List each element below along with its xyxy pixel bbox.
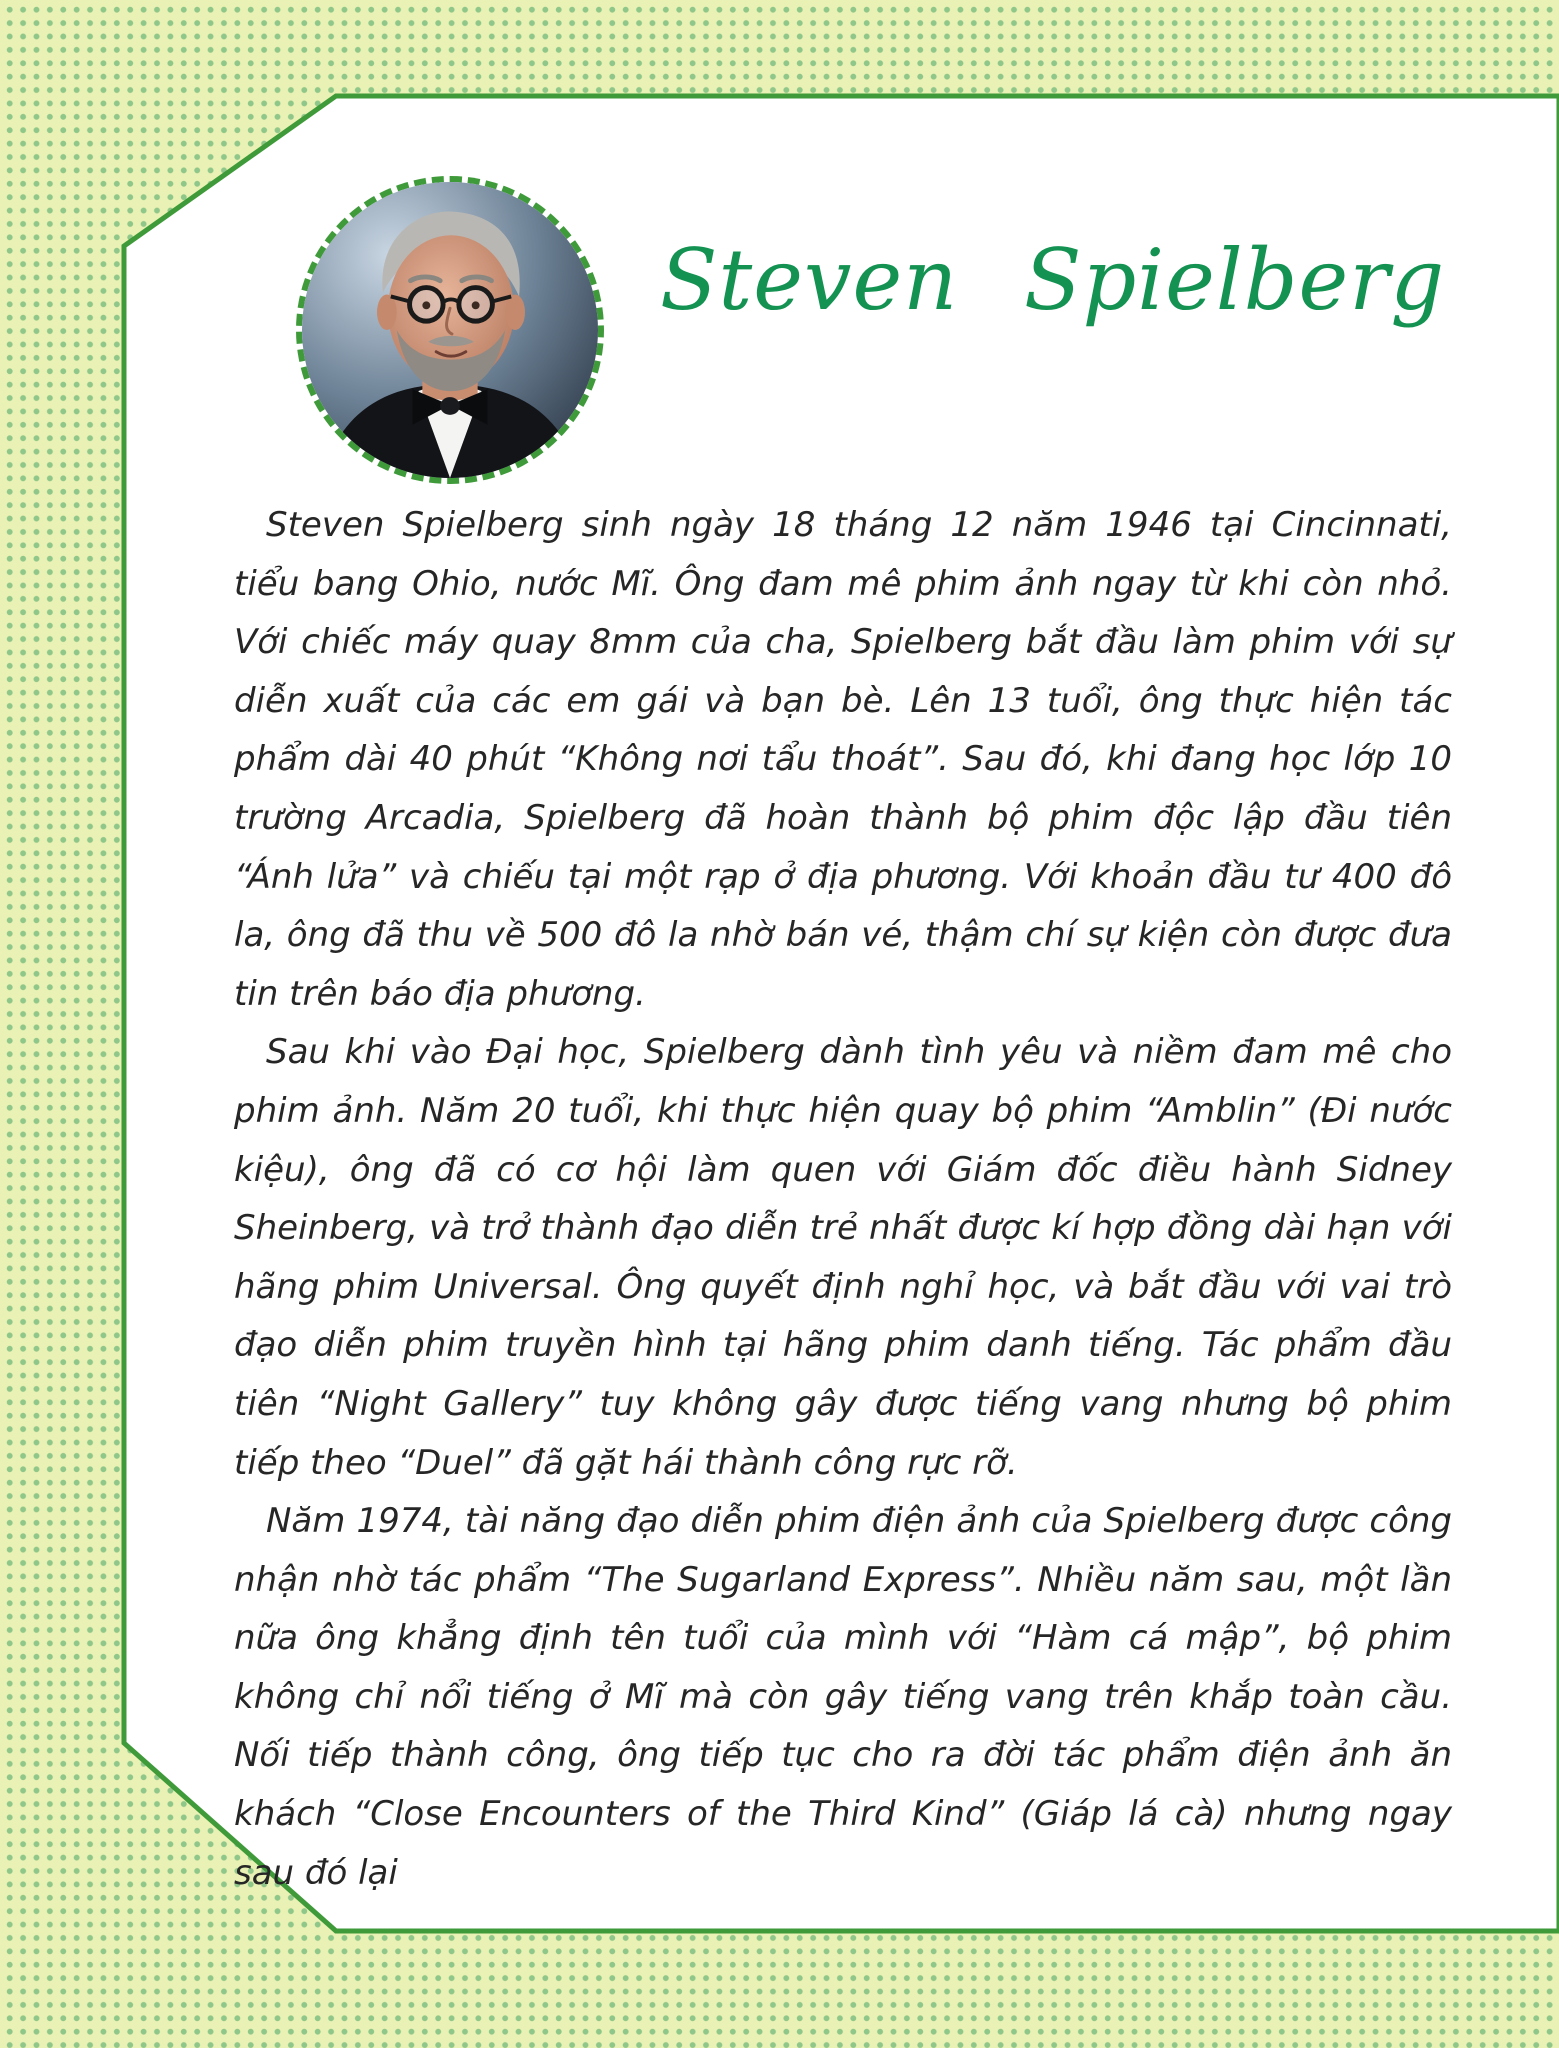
paragraph: Steven Spielberg sinh ngày 18 tháng 12 năm 1946 tại Cincinnati, tiểu bang Ohio, nước Mĩ. Ông đam mê phim ảnh ngay từ khi còn nhỏ. Với chiếc máy quay 8mm của cha, Spielberg bắt đầu làm phim với sự diễn xuất của các em gái và bạn bè. Lên 13 tuổi, ông thực hiện tác phẩm dài 40 phút “Không nơi tẩu thoát”. Sau đó, khi đang học lớp 10 trường Arcadia, Spielberg đã hoàn thành bộ phim độc lập đầu tiên “Ánh lửa” và chiếu tại một rạp ở địa phương. Với khoản đầu tư 400 đô la, ông đã thu về 500 đô la nhờ bán vé, thậm chí sự kiện còn được đưa tin trên báo địa phương. [234,505,1452,1014]
paragraph: Sau khi vào Đại học, Spielberg dành tình yêu và niềm đam mê cho phim ảnh. Năm 20 tuổi, khi thực hiện quay bộ phim “Amblin” (Đi nước kiệu), ông đã có cơ hội làm quen với Giám đốc điều hành Sidney Sheinberg, và trở thành đạo diễn trẻ nhất được kí hợp đồng dài hạn với hãng phim Universal. Ông quyết định nghỉ học, và bắt đầu với vai trò đạo diễn phim truyền hình tại hãng phim danh tiếng. Tác phẩm đầu tiên “Night Gallery” tuy không gây được tiếng vang nhưng bộ phim tiếp theo “Duel” đã gặt hái thành công rực rỡ. [234,1032,1452,1483]
page-title: Steven Spielberg [660,231,1446,329]
portrait-photo [296,176,604,484]
paragraph: Năm 1974, tài năng đạo diễn phim điện ảnh của Spielberg được công nhận nhờ tác phẩm “The Sugarland Express”. Nhiều năm sau, một lần nữa ông khẳng định tên tuổi của mình với “Hàm cá mập”, bộ phim không chỉ nổi tiếng ở Mĩ mà còn gây tiếng vang trên khắp toàn cầu. Nối tiếp thành công, ông tiếp tục cho ra đời tác phẩm điện ảnh ăn khách “Close Encounters of the Third Kind” (Giáp lá cà) nhưng ngay sau đó lại [234,1501,1452,1893]
portrait-illustration [302,182,598,478]
biography-text [234,496,1452,1902]
